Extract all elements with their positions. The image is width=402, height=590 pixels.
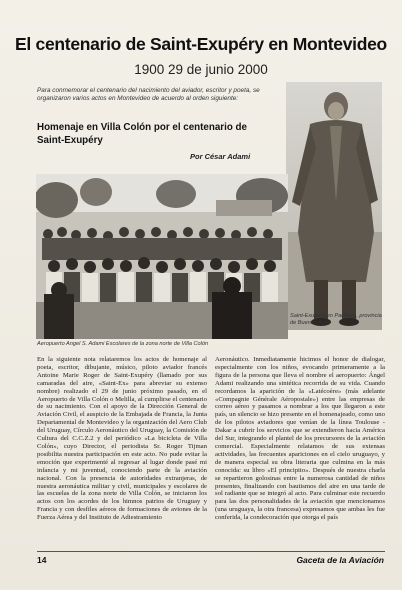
footer-rule bbox=[37, 551, 385, 552]
body-column-right: Aeronáutico. Inmediatamente hicimos el honor de dialogar, especialmente con los niños, evocando primeramente a la figura de la persona que lleva el nombre el aeropuerto: Ángel Adami realizando una sintética recorrida de su vida. Cuando recordamos la aparición de la «Latécoère» (más adelante «Compagnie Générale Aéropostale») entre las empresas de correo aéreo y pasamos a nombrar a los que llegaron a este país, un silencio se hizo presente en el homenajeado, como uno de los pilotos aviadores que venían de la línea Toulouse - Dakar a cubrir los servicios que se extendieron hacia América del Sur, integrando el plantel de los precursores de la aviación comercial. Especialmente relatamos de sus extensas actividades, las frecuentes apariciones en el cielo uruguayo, y de manera especial su obra literaria que culmina en la más conocida: su libro «El principito». Después de nuestra charla se repartieron golosinas entre la numerosa cantidad de niños presentes, finalizando con bautismos del aire en una tarde de sol radiante que se integró al acto. Para culminar este recuerdo para las dos personalidades de la aviación que mencionamos (una uruguaya, la otra francesa) expresamos que ambas les fue conferida, la condecoración que otorga el país bbox=[215, 356, 385, 522]
body-columns bbox=[37, 356, 385, 542]
article-subtitle: 1900 29 de junio 2000 bbox=[134, 62, 268, 77]
body-column-left: En la siguiente nota relataremos los actos de homenaje al poeta, escritor, dibujante, músico, piloto aviador francés Antoine Marie Roger de Saint-Exupéry (llamado por sus camaradas del aire, «Saint-Ex» para abreviar su extenso nombre) realizado el 29 de junio próximo pasado, en el Aeropuerto de Villa Colón o Melilla, al cumplirse el centenario de su nacimiento. Con el apoyo de la Dirección General de Aviación Civil, el auspicio de la Embajada de Francia, la Junta Departamental de Montevideo y la organización del Aero Club del Uruguay, Círculo Aeronáutico del Uruguay, la Comisión de Cultura del C.C.Z.2 y del periódico «La bicicleta de Villa Colón», cuyo Director, el periodista Sr. Roger Tijman posibilita nuestra participación en este acto. No pude evitar la emoción que experimenté al regresar al lugar donde pasé mi infancia y mi juventud, conociendo parte de la aviación nacional. Con la presencia de autoridades extranjeras, de nuestra aeronáutica militar y civil, municipales y escolares de las escuelas de la zona norte de Villa Colón, se iniciaron los actos con los acordes de los himnos patrios de Uruguay y Francia y con desfiles aéreos de formaciones de aviones de la Fuerza Aérea y del Instituto de Adiestramiento bbox=[37, 356, 207, 522]
crowd-photo bbox=[36, 174, 288, 339]
intro-paragraph: Para conmemorar el centenario del nacimiento del aviador, escritor y poeta, se organizaron varios actos en Montevideo de acuerdo al orden siguiente: bbox=[37, 87, 260, 103]
section-headline: Homenaje en Villa Colón por el centenario de Saint-Exupéry bbox=[37, 122, 247, 146]
portrait-photo bbox=[286, 82, 382, 330]
publication-name: Gaceta de la Aviación bbox=[296, 555, 384, 565]
byline: Por César Adami bbox=[190, 152, 251, 161]
crowd-caption: Aeropuerto Angel S. Adami Escolares de la zona norte de Villa Colón bbox=[37, 341, 209, 347]
portrait-caption: Saint-Exupéry en Pacheco, provincia de Buenos Aires bbox=[290, 313, 382, 326]
page-number: 14 bbox=[37, 555, 47, 565]
article-title: El centenario de Saint-Exupéry en Montevideo bbox=[15, 34, 387, 54]
